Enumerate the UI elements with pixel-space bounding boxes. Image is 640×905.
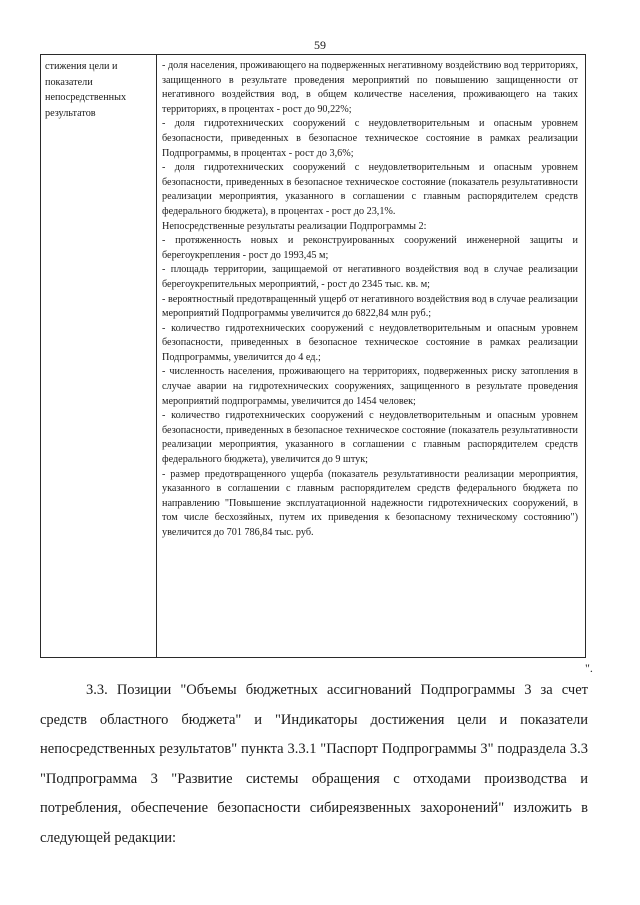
result-item: - вероятностный предотвращенный ущерб от негативного воздействия вод в случае реализации мероприятий Подпрограммы увеличится до 6822,84 млн руб.;: [162, 293, 578, 320]
table-right-cell: [162, 59, 578, 541]
indicator-item: - доля населения, проживающего на подверженных негативному воздействию вод территориях, защищенного в результате проведения мероприятий по повышению защищенности от негативного воздействия вод, в общем количестве населения, проживающего на таких территориях, в процентах - рост до 90,22%;: [162, 60, 578, 115]
result-item: - численность населения, проживающего на территориях, подверженных риску затопления в случае аварии на гидротехнических сооружениях, защищенного в результате проведения мероприятий подпрограммы, увеличится до 1454 человек;: [162, 366, 578, 407]
table-left-cell: стижения цели и показатели непосредственных результатов: [45, 61, 127, 119]
result-item: - количество гидротехнических сооружений с неудовлетворительным и опасным уровнем безопасности, приведенных в безопасное техническое состояние (показатель результативности реализации мероприятия, указанного в соглашении с главным распорядителем средств федерального бюджета), увеличится до 9 штук;: [162, 410, 578, 466]
page-number: 59: [314, 38, 326, 52]
result-item: - площадь территории, защищаемой от негативного воздействия вод в случае реализации берегоукрепительных мероприятий, - рост до 2345 тыс. кв. м;: [162, 264, 578, 290]
passport-table: [40, 54, 586, 658]
indicator-item: - доля гидротехнических сооружений с неудовлетворительным и опасным уровнем безопасности, приведенных в безопасное техническое состояние в рамках реализации Подпрограммы, в процентах - рост до 3,6%;: [162, 118, 578, 159]
indicator-item: - доля гидротехнических сооружений с неудовлетворительным и опасным уровнем безопасности, приведенных в безопасное техническое состояние (показатель результативности реализации мероприятия, указанного в соглашении с главным распорядителем средств федерального бюджета), в процентах - рост до 23,1%.: [162, 162, 578, 217]
body-paragraph: 3.3. Позиции "Объемы бюджетных ассигнований Подпрограммы 3 за счет средств областного бюджета" и "Индикаторы достижения цели и показатели непосредственных результатов" пункта 3.3.1 "Паспорт Подпрограммы 3" подраздела 3.3 "Подпрограмма 3 "Развитие системы обращения с отходами производства и потребления, обеспечение безопасности сибиреязвенных захоронений" изложить в следующей редакции:: [40, 682, 588, 846]
results-heading: Непосредственные результаты реализации Подпрограммы 2:: [162, 220, 427, 232]
result-item: - количество гидротехнических сооружений с неудовлетворительным и опасным уровнем безопасности, приведенных в безопасное техническое состояние в рамках реализации Подпрограммы, увеличится до 4 ед.;: [162, 322, 578, 363]
column-divider: [156, 55, 157, 657]
closing-quote: ".: [585, 661, 593, 675]
result-item: - размер предотвращенного ущерба (показатель результативности реализации мероприятия, указанного в соглашении с главным распорядителем средств федерального бюджета по направлению "Повышение эксплуатационной надежности гидротехнических сооружений, в том числе бесхозяйных, путем их приведения к безопасному техническому состоянию") увеличится до 701 786,84 тыс. руб.: [162, 468, 578, 538]
result-item: - протяженность новых и реконструированных сооружений инженерной защиты и берегоукрепления - рост до 1993,45 м;: [162, 235, 578, 261]
